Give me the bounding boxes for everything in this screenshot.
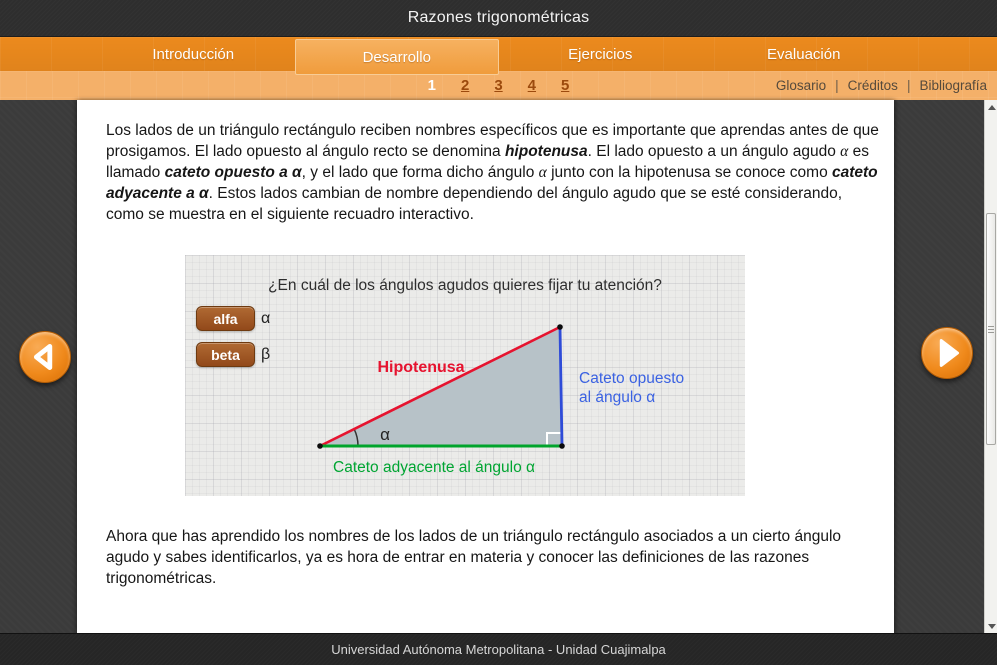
paragraph-text: . El lado opuesto a un ángulo agudo: [587, 143, 841, 160]
triangle-diagram: [185, 255, 745, 496]
scrollbar-thumb[interactable]: [986, 213, 996, 445]
link-separator: |: [835, 78, 839, 93]
intro-paragraph: [106, 120, 881, 225]
alpha-symbol: α: [538, 164, 547, 181]
creditos-link[interactable]: Créditos: [847, 78, 898, 93]
opposite-side-line: [560, 327, 562, 446]
tab-row: [92, 37, 906, 71]
page-pager: [428, 77, 570, 94]
opposite-label-line2: al ángulo α: [579, 389, 656, 406]
triangle-interactive-widget: [185, 255, 745, 496]
vertex-point[interactable]: [559, 443, 565, 449]
adjacent-label: Cateto adyacente al ángulo α: [333, 459, 535, 476]
pager-page-2[interactable]: 2: [460, 77, 470, 94]
page-title: Razones trigonométricas: [407, 9, 590, 26]
glosario-link[interactable]: Glosario: [775, 78, 827, 93]
pager-page-3[interactable]: 3: [494, 77, 503, 94]
opposite-label-line1: Cateto opuesto: [579, 370, 685, 387]
tab-desarrollo[interactable]: Desarrollo: [295, 39, 499, 75]
alpha-symbol: α: [840, 143, 849, 160]
widget-question: ¿En cuál de los ángulos agudos quieres fijar tu atención?: [268, 277, 662, 294]
pager-page-1[interactable]: 1: [427, 77, 436, 94]
tab-evaluacion[interactable]: Evaluación: [767, 45, 841, 63]
beta-choice-symbol: β: [261, 346, 271, 363]
paragraph-text: es llamado: [106, 143, 869, 181]
hypotenuse-label: Hipotenusa: [377, 359, 465, 376]
extra-links: [776, 71, 987, 100]
vertex-point[interactable]: [557, 324, 563, 330]
previous-page-button[interactable]: [19, 331, 71, 383]
scroll-down-arrow[interactable]: [985, 619, 997, 633]
pager-page-5[interactable]: 5: [561, 77, 570, 94]
main-nav-tabbar: [0, 37, 997, 71]
paragraph-text: . Estos lados cambian de nombre dependiendo del ángulo agudo que se esté considerando, como se muestra en el siguiente recuadro interactivo.: [106, 185, 843, 223]
next-page-button[interactable]: [921, 327, 973, 379]
alpha-choice-symbol: α: [261, 310, 271, 327]
tab-introduccion[interactable]: Introducción: [152, 45, 235, 63]
beta-button[interactable]: beta: [196, 342, 255, 367]
arrow-left-icon: [20, 331, 70, 383]
triangle-down-icon: [988, 624, 996, 629]
alfa-button[interactable]: alfa: [196, 306, 255, 331]
tab-ejercicios[interactable]: Ejercicios: [568, 45, 633, 63]
paragraph-text: , y el lado que forma dicho ángulo: [301, 164, 539, 181]
bibliografia-link[interactable]: Bibliografía: [919, 78, 987, 93]
link-separator: |: [906, 78, 911, 93]
sub-navigation: [0, 71, 997, 100]
arrow-right-icon: [922, 327, 972, 379]
paragraph-text: Los lados de un triángulo rectángulo reciben nombres específicos que es importante que aprendas antes de que prosigamos. El lado opuesto al ángulo recto se denomina: [106, 122, 879, 160]
triangle-up-icon: [988, 105, 996, 110]
vertical-scrollbar[interactable]: [984, 100, 997, 633]
pager-page-4[interactable]: 4: [527, 77, 537, 94]
main-content-area: [0, 100, 997, 633]
term-cateto-opuesto: cateto opuesto a α: [164, 164, 302, 181]
institution-name: Universidad Autónoma Metropolitana - Unidad Cuajimalpa: [331, 642, 666, 657]
term-hipotenusa: hipotenusa: [504, 143, 588, 160]
scroll-up-arrow[interactable]: [985, 100, 997, 114]
vertex-point[interactable]: [317, 443, 323, 449]
paragraph-text: junto con la hipotenusa se conoce como: [546, 164, 832, 181]
lesson-panel: [77, 100, 894, 633]
term-cateto-adyacente: cateto adyacente a α: [106, 164, 878, 202]
scrollbar-grip: [988, 326, 994, 335]
closing-paragraph: Ahora que has aprendido los nombres de los lados de un triángulo rectángulo asociados a un cierto ángulo agudo y sabes identificarlos, ya es hora de entrar en materia y conocer las definiciones de las razones trigonométricas.: [106, 528, 842, 587]
footer-bar: [0, 633, 997, 665]
angle-alpha-label: α: [380, 425, 390, 444]
window-title-bar: [0, 0, 997, 37]
